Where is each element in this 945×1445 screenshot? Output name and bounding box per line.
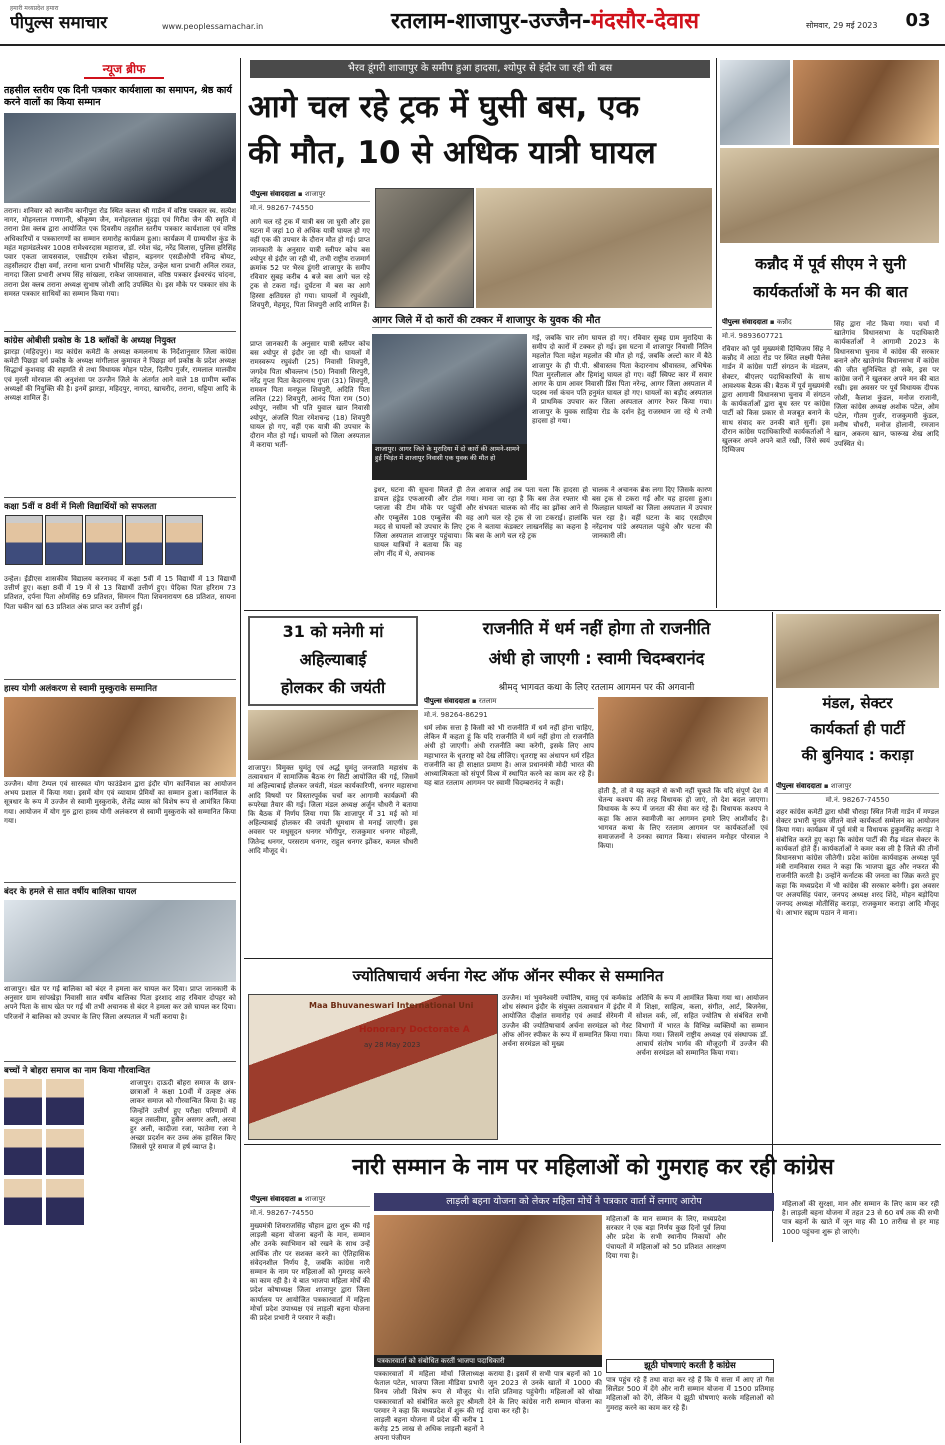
nari-mobile: मो.नं. 98267-74550 <box>250 1209 314 1217</box>
story5-title: बंदर के हमले से सात वर्षीय बालिका घायल <box>4 882 236 897</box>
ahilya-photo <box>248 710 418 760</box>
story5-photo <box>4 900 236 982</box>
bus-crash-photo <box>375 188 474 308</box>
student-photo <box>165 515 203 565</box>
dharma-col1: धर्म लोक सत्ता है किसी को भी राजनीति में धर्म नहीं होना चाहिए, लेकिन मैं कहता हूं कि यदि राजनीति में धर्म नहीं होगा तो राजनीति अंधी हो जाएगी। अंधी राजनीति क्या करेगी, इसके लिए आप महाभारत के धृतराष्ट्र को देख लीजिए। धृतराष्ट्र का अंधापन धर्म रहित राजनीति का ही साक्षात प्रमाण है। आज प्रधानमंत्री मोदी भारत की आध्यात्मिकता को संपूर्ण विश्व में स्थापित करने का काम कर रहे हैं। यह बात रतलाम आगमन पर स्वामी चिदम्बरानंद ने कही। <box>424 724 594 788</box>
kannod-stage-photo <box>793 60 939 145</box>
story6-title: बच्चों ने बोहरा समाज का नाम किया गौरवान्वित <box>4 1061 236 1076</box>
karada-body: शहर कांग्रेस कमेटी द्वारा धोबी चौराहा स्थित निजी गार्डन में मण्डल सेक्टर प्रभारी चुनाव जीतने वाले कार्यकर्ता सम्मेलन का आयोजन किया गया। कार्यक्रम में पूर्व मंत्री व विधायक हुकुमसिंह कराड़ा ने संबोधित करते हुए कहा कि कांग्रेस पार्टी की रीढ़ मंडल सेक्टर के कार्यकर्ता होते हैं। कार्यकर्ताओं ने कमर कस ली है जिले की तीनों विधानसभा कांग्रेस जीतेगी। प्रदेश कांग्रेस कार्यवाहक अध्यक्ष पूर्व मंत्री रामनिवास रावत ने कहा कि भाजपा झूठ और नफरत की राजनीति करती है। उन्होंने कर्नाटक की जनता का जिक्र करते हुए कहा कि मध्यप्रदेश में भी कांग्रेस की सरकार बनेगी। इस अवसर पर अजयसिंह पंवार, जनपद अध्यक्ष शरद शिंदे, मोहन बड़ोदिया जनपद अध्यक्ष मोतीसिंह कराड़ा, राजकुमार कराड़ा आदि मौजूद थे। आभार सद्दाम पठान ने माना। <box>776 808 939 918</box>
lead-byline: पीपुल्स संवाददाता ▪ शाजापुर <box>250 190 370 202</box>
byline-name: पीपुल्स संवाददाता <box>250 1195 296 1203</box>
banner-line1: Maa Bhuvaneswari International Uni <box>309 1001 474 1010</box>
byline-place: कन्नौद <box>776 318 792 326</box>
karada-line2: कार्यकर्ता ही पार्टी <box>810 720 905 738</box>
dharma-photo <box>598 697 768 783</box>
banner-line3: ay 28 May 2023 <box>364 1041 421 1049</box>
nari-subhead: लाड़ली बहना योजना को लेकर महिला मोर्चे ने पत्रकार वार्ता में लगाए आरोप <box>374 1193 774 1211</box>
column-divider <box>716 58 717 608</box>
nari-col4: महिलाओं के मान सम्मान के लिए, मध्यप्रदेश सरकार ने एक बड़ा निर्णय कुछ दिनों पूर्व लिया और प्रदेश के सभी स्थानीय निकायों और पंचायतों में महिलाओं को 50 प्रतिशत आरक्षण दिया गया है। <box>606 1215 726 1260</box>
story5-body: शाजापुर। खेत पर गई बालिका को बंदर ने हमला कर घायल कर दिया। प्राप्त जानकारी के अनुसार ग्राम सांपखेड़ा निवासी सात वर्षीय बालिका पिता इरशाद शाह रविवार दोपहर को अपने पिता के साथ खेत पर गई थी तभी अचानक से बंदर ने हमला कर उसे घायल कर दिया। परिजनों ने बालिका को उपचार के लिए जिला अस्पताल में भर्ती कराया है। <box>4 985 236 1021</box>
jyotish-headline: ज्योतिषाचार्य अर्चना गेस्ट ऑफ ऑनर स्पीकर से सम्मानित <box>352 967 664 985</box>
byline-place: शाजापुर <box>304 1195 326 1203</box>
news-brief-label: न्यूज ब्रीफ <box>84 60 164 79</box>
story3-body: उन्हेल। ईंडीएस शासकीय विद्यालय करनावद में कक्षा 5वीं में 15 विद्यार्थी में 13 विद्यार्थी उत्तीर्ण हुए। कक्षा 8वीं में 19 में से 13 विद्यार्थी उत्तीर्ण हुए। पेदिका पिता हरिराम 73 प्रतिशत, दर्पना पिता ओमसिंह 69 प्रतिशत, सिमरन पिता शिवनारायण 68 प्रतिशत, सायना पिता चकीन खां 63 प्रतिशत अंक प्राप्त कर उत्तीर्ण हुईं। <box>4 575 236 611</box>
dharma-mobile: मो.नं. 98264-86291 <box>424 711 488 719</box>
logo-text: पीपुल्स समाचार <box>10 13 108 33</box>
section-divider <box>244 958 772 959</box>
student-photo <box>46 1129 84 1175</box>
regions-red: मंदसौर-देवास <box>591 9 700 34</box>
column-divider <box>240 58 241 1443</box>
website-link[interactable]: www.peoplessamachar.in <box>162 22 264 31</box>
ahilya-body: शाजापुर। विमुक्त घुमंतु एवं अर्द्ध घुमंतु जनजाति महासंघ के तत्वावधान में सामाजिक बैठक रंग सिटी आयोजित की गई, जिसमें मां अहिल्याबाई होलकर जयंती, मंडल कार्यकारिणी, धनगर महासभा आदि विषयों पर विस्तारपूर्वक चर्चा कर आगामी कार्यक्रमों की रूपरेखा तैयार की गई। जिला मंडल अध्यक्ष अर्जुन चौधरी ने बताया कि बैठक में निर्णय लिया गया कि शाजापुर में 31 मई को मां अहिल्याबाई होलकर की जयंती धूमधाम से मनाई जाएगी। इस अवसर पर मधुसूदन धनगर भोंगीपुर, राजकुमार धनगर मोहली, जितेन्द्र धनगर, परसराम धनगर, राहुल धनगर झोंकर, कमल चौधरी आदि मौजूद थे। <box>248 764 418 855</box>
karada-byline: पीपुल्स संवाददाता ▪ शाजापुर <box>776 782 939 794</box>
car-crash-caption: शाजापुर। आगर जिले के मुरादिया में दो कारों की आमने-सामने हुई भिड़ंत में शाजापुर निवासी एक युवक की मौत हो <box>372 444 527 480</box>
masthead <box>0 0 945 46</box>
masthead-logo[interactable] <box>10 4 160 40</box>
karada-line3: की बुनियाद : कराड़ा <box>801 746 914 764</box>
byline-place: शाजापुर <box>830 782 852 790</box>
byline-name: पीपुल्स संवाददाता <box>722 318 768 326</box>
nari-col6: महिलाओं की सुरक्षा, मान और सम्मान के लिए काम कर रही है। लाड़ली बहना योजना में तहत 23 से 60 वर्ष तक की सभी पात्र बहनों के खाते में जून माह की 10 तारीख से हर माह 1000 पहुंचना शुरू हो जाएंगे। <box>782 1200 939 1236</box>
nari-col3: कराया है। इसमें से सभी पात्र बहनों को 10 जून 2023 से उनके खातों में 1000 की राशि प्रतिमाह पहुंचेगी। महिलाओं को धोखा देने के लिए कांग्रेस नारी सम्मान योजना का दावा कर रही है। <box>488 1370 602 1415</box>
jyotish-col2: अतिथि के रूप में आमंत्रित किया गया था। आयोजन में शिक्षा, साहित्य, कला, संगीत, आर्ट, बिजनेस, सोशल वर्क, लॉ, सहित ज्योतिष से संबंधित सभी विभागों में भारत के विभिन्न व्यक्तियों का सम्मान किया गया। जिसमें राष्ट्रीय अध्यक्ष एवं संस्थापक डॉ. आचार्य संतोष भार्गव की मौजूदगी में उज्जैन की अर्चना सरमंडल को सम्मानित किया गया। <box>636 994 768 1058</box>
story4-photo <box>4 697 236 777</box>
dharma-headline <box>424 614 769 676</box>
nari-col2: पत्रकारवार्ता में महिला मोर्चा जिलाध्यक्ष फेताल पटेल, भाजपा जिला मीडिया प्रभारी विनय जोशी विशेष रूप से मौजूद थे। पत्रकारवार्ता को संबोधित करते हुए श्रीमती परमार ने कहा कि मध्यप्रदेश में शुरू की गई लाड़ली बहना योजना में प्रदेश की करीब 1 करोड़ 25 लाख से अधिक लाड़ली बहनों ने अपना पंजीयन <box>374 1370 484 1442</box>
page-number: 03 <box>905 10 931 31</box>
karada-headline <box>776 690 939 780</box>
lead-headline-line1: आगे चल रहे ट्रक में घुसी बस, एक <box>248 89 640 125</box>
student-photo <box>4 1079 42 1125</box>
story1-photo <box>4 113 236 203</box>
ahilya-line3: होलकर की जयंती <box>280 678 386 697</box>
byline-name: पीपुल्स संवाददाता <box>250 190 296 198</box>
kannod-mobile: मो.नं. 9893607721 <box>722 332 784 340</box>
lead-col3: इधर, घटना की सूचना मिलते ही डायल हंड्रेड एफआरवी और टोल प्लाजा की टीम मौके पर पहुंचीं और एम्बुलेंस 108 एम्बुलेंस की मदद से घायलों को उपचार के लिए जिला अस्पताल शाजापुर पहुंचाया। घायल यात्रियों ने बताया कि वह लोग नींद में थे, अचानक <box>374 486 462 559</box>
story6-body: शाजापुर। दाऊदी बोहरा समाज के छात्र-छात्राओं ने कक्षा 10वीं में उत्कृष्ट अंक लाकर समाज को गौरवान्वित किया है। वह जिन्होंने उत्तीर्ण हुए परीक्षा परिणामों में बतूल तसलीमा, हुसैन असगर अली, अरवा हुर अली, कादीजा रजा, फातेमा रजा ने अच्छा प्रदर्शन कर उच्च अंक हासिल किए जिससे पूरे समाज में हर्ष व्याप्त है। <box>130 1079 236 1152</box>
byline-name: पीपुल्स संवाददाता <box>776 782 822 790</box>
kannod-crowd-photo <box>720 148 939 243</box>
lead-col2: प्राप्त जानकारी के अनुसार यात्री स्लीपर कोच बस श्योपुर से इंदौर जा रही थी। घायलों में रामस्वरूप रघुवंशी (25) निवासी शिवपुरी, जगदेव पिता श्रीवल्लभ (50) निवासी सिरपुरी, नरेंद्र गुप्ता पिता केदारनाथ गुप्ता (31) शिवपुरी, रामवन पिता मनफूल शिवपुरी, अदिति पिता ललित (22) शिवपुरी, आनंद पिता राम (50) श्योपुर, नसीम भी पति युवाल खान निवासी श्योपुर, अंजलि पिता रमेशचन्द्र (18) शिवपुरी घायल हो गए, वहीं एक यात्री की उपचार के दौरान मौत हो गई। घायलों को जिला अस्पताल में कराया भर्ती- <box>250 340 370 450</box>
byline-place: रतलाम <box>478 697 497 705</box>
kannod-headline <box>722 250 939 310</box>
lead-col5: चालक ने अचानक ब्रेक लगा दिए जिसके कारण बस ट्रक से टकरा गई और यह हादसा हुआ। फिलहाल घायलों का जिला अस्पताल में उपचार चल रहा है। वहीं घटना के बाद एसडीएम नरेंद्रनाथ पांडे अस्पताल पहुंचे और घटना की जानकारी ली। <box>592 486 712 541</box>
story1-title: तहसील स्तरीय एक दिनी पत्रकार कार्यशाला का समापन, श्रेष्ठ कार्य करने वालों का किया सम्मान <box>4 85 232 108</box>
logo-tagline: हमारी मध्यप्रदेश हमारा <box>10 5 59 12</box>
nari-photo <box>374 1215 602 1355</box>
story1-body: तराना। शनिवार को स्थानीय कानीपुरा रोड स्थित कलश श्री गार्डन में वरिष्ठ पत्रकार स्व. सत्येश नागर, मोहनलाल गणगानी, श्रीकृष्ण जैन, मनोहरलाल मूंदड़ा एवं गिरीश जैन की स्मृति में तराना प्रेस क्लब द्वारा आयोजित एक दिवसीय तहसील स्तरीय पत्रकार कार्यशाला एवं वरिष्ठ अधिकारियों व पत्रकारगणों का सम्मान समारोह कार्यक्रम हुआ। कार्यक्रम में ग्राम्यधीश कुंड के महंत महामंडलेश्वर 1008 रामेश्वरदास महाराज, डॉ. रमेश चंद्र, नरेंद्र विलास, पुलिस हरिसिंह पवार एकता जायसवाल, एसडीएम राकेश चौहान, बड़नगर एसडीओपी रविन्द्र बोयट, तहसीलदार दीक्षा वर्मा, तराना थाना प्रभारी भीमसिंह पटेल, उन्हेल थाना प्रभारी अनिल रावत, नागदा जिला प्रभारी अभय सिंह सांखला, राकेश जायसवाल, वरिष्ठ पत्रकार ईश्वरचंद चांदना, तराना प्रेस क्लब तराना अध्यक्ष सुभाष जोशी आदि उपस्थित थे। इस मौके पर पत्रकार संघ के समस्त पत्रकार साथियों का सम्मान किया गया। <box>4 207 236 298</box>
nari-photo-caption: पत्रकारवार्ता को संबोधित करतीं भाजपा पदाधिकारी <box>374 1355 602 1367</box>
story6-wrap <box>4 1079 236 1239</box>
student-photo <box>4 1129 42 1175</box>
dharma-line1: राजनीति में धर्म नहीं होगा तो राजनीति <box>482 619 711 638</box>
dharma-col2: होती है, तो वे यह कहने से कभी नहीं चूकते कि यदि संपूर्ण देश में चेतन्य कश्यप की तरह विधायक हो जाएं, तो देश बदल जाएगा। विधायक के रूप में जनता की सेवा कर रहे हैं। विधायक कश्यप ने कहा कि आज स्वामीजी का आगमन हमारे लिए आशीर्वाद है। भागवत कथा के लिए रतलाम आगमन पर कार्यकर्ताओं एवं समाजजनों ने उनका स्वागत किया। संचालन मनोहर पोरवाल ने किया। <box>598 787 768 851</box>
nari-byline: पीपुल्स संवाददाता ▪ शाजापुर <box>250 1195 370 1207</box>
jyotish-photo <box>248 994 498 1140</box>
kannod-byline: पीपुल्स संवाददाता ▪ कन्नौद <box>722 318 832 330</box>
story4-body: उज्जैन। योगा टेम्पल एवं सारस्वत योग फाउंडेशन द्वारा इंदौर योग कार्निवाल का आयोजन अभय प्रशाल में किया गया। इसमें योग एवं व्यायाम प्रेमियों का सम्मान हुआ। कार्निवाल के सूत्रधार के रूप में उज्जैन से स्वामी मुस्कुराके, शैलेंद्र व्यास को विशेष रूप से आमंत्रित किया गया। आयोजन में योग गुरु द्वारा हास्य योगी अलंकरण से स्वामी मुस्कुराके को सम्मानित किया गया। <box>4 780 236 825</box>
karada-crowd-photo <box>776 614 939 688</box>
news-brief-column <box>4 60 236 1440</box>
student-photo <box>46 1179 84 1225</box>
kannod-body-b: सिंह द्वारा नोट किया गया। चर्चा में खातेगांव विधानसभा के पदाधिकारी कार्यकर्ताओं ने आगामी 2023 के विधानसभा चुनाव में कांग्रेस की सरकार बनाने और खातेगांव विधानसभा में कांग्रेस की जीत सुनिश्चित हो सके, इस पर कांग्रेस जनों ने खुलकर अपने मन की बात रखी। इस अवसर पर पूर्व विधायक दीपक जोशी, कैलाश कुंडल, मनोज राजानी, जिला कांग्रेस अध्यक्ष अशोक पटेल, ओम पटेल, गौतम गुर्जर, राजकुमारी कुंडल, मनीष चौधरी, मनोज होलानी, रमजान खान, अकरम खान, फारूख शेख आदि उपस्थित थे। <box>834 320 939 448</box>
student-photo <box>85 515 123 565</box>
kannod-body-a: रविवार को पूर्व मुख्यमंत्री दिग्विजय सिंह ने कन्नौद में आठा रोड पर स्थित लक्ष्मी पैलेस गार्डन में कांग्रेस पार्टी संगठन के मंडलम, सेक्टर, बीएलए पदाधिकारियों के साथ आवश्यक बैठक की। बैठक में पूर्व मुख्यमंत्री द्वारा आगामी विधानसभा चुनाव में संगठन के कार्यकर्ताओं द्वारा बूथ स्तर पर कांग्रेस पार्टी को किस प्रकार से मजबूत बनाने के साथ संवाद कर उनकी बातें सुनीं। इस दौरान कांग्रेस पदाधिकारियों कार्यकर्ताओं ने खुलकर अपने अपने बातें रखी, जिसे स्वयं दिग्विजय <box>722 345 830 455</box>
dharma-line2: अंधी हो जाएगी : स्वामी चिदम्बरानंद <box>488 649 705 668</box>
bohra-photos <box>4 1079 126 1229</box>
nari-col5: पात्र पहुंच रहे हैं तथा वादा कर रहे हैं कि ये सत्ता में आए तो गैस सिलेंडर 500 में देंगे और नारी सम्मान योजना में 1500 प्रतिमाह महिलाओं को देंगे, लेकिन ये झूठी घोषणाएं करके महिलाओं को गुमराह करने का काम कर रहे हैं। <box>606 1376 774 1412</box>
karada-line1: मंडल, सेक्टर <box>822 694 893 712</box>
student-photos <box>4 515 236 573</box>
student-photo <box>125 515 163 565</box>
kannod-headline-line2: कार्यकर्ताओं के मन की बात <box>753 283 908 301</box>
ahilya-headline <box>248 616 418 706</box>
section-divider <box>244 1144 941 1145</box>
hospital-photo <box>476 188 712 308</box>
byline-place: शाजापुर <box>304 190 326 198</box>
agar-body: गई, जबकि चार लोग घायल हो गए। रविवार सुबह ग्राम मुरादिया के समीप दो कारों में टक्कर हो गई। इस घटना में शाजापुर निवासी नितिन महलोत पिता महेश महलोत की मौत हो गई, जबकि अल्टो कार में बैठे शाजापुर के ही पी.पी. श्रीवास्तव पिता केदारनाथ श्रीवास्तव, अभिषेक पिता मुरलीलाल और हिमांशु घायल हो गए। वहीं स्विफ्ट कार में सवार आगर के ग्राम आवर निवासी प्रिंस पिता नरेन्द्र, आगर जिला अस्पताल में पदस्थ नर्स कंचन पति हनुमंत घायल हो गए। घायलों का बड़ौद अस्पताल में प्राथमिक उपचार कर जिला अस्पताल आगर रेफर किया गया। शाजापुर के युवक साहिया रोड के दर्शन हेतु राजस्थान जा रहे थे तभी हादसा हो गया। <box>532 334 712 425</box>
dharma-subtitle: श्रीमद् भागवत कथा के लिए रतलाम आगमन पर की अगवानी <box>498 683 695 693</box>
story2-title: कांग्रेस ओबीसी प्रकोष्ठ के 18 ब्लॉकों के अध्यक्ष नियुक्त <box>4 331 236 346</box>
nari-col1: मुख्यमंत्री शिवराजसिंह चौहान द्वारा शुरू की गई लाड़ली बहना योजना बहनों के मान, सम्मान और उनके स्वाभिमान को रखने के साथ उन्हें आर्थिक तौर पर सशक्त करने का ऐतिहासिक संवेदनशील निर्णय है, जबकि कांग्रेस नारी सम्मान के नाम पर महिलाओं को गुमराह करने का काम रही है। ये बात भाजपा महिला मोर्चे की प्रदेश कोषाध्यक्ष जिला शाजापुर द्वारा जिला कार्यालय पर आयोजित पत्रकारवार्ता में महिला मोर्चा प्रदेश उपाध्यक्ष एवं लाड़ली बहना योजना की प्रदेश प्रभारी ने परवार ने कही। <box>250 1222 370 1323</box>
agar-subhead: आगर जिले में दो कारों की टक्कर में शाजापुर के युवक की मौत <box>372 312 712 328</box>
student-photo <box>45 515 83 565</box>
student-photo <box>5 515 43 565</box>
lead-headline-line2: की मौत, 10 से अधिक यात्री घायल <box>248 135 656 171</box>
kannod-banner-photo <box>720 60 790 145</box>
story4-title: हास्य योगी अलंकरण से स्वामी मुस्कुराके सम्मानित <box>4 679 236 694</box>
student-photo <box>46 1079 84 1125</box>
story2-body: झारड़ा (महिदपुर)। मप्र कांग्रेस कमेटी के अध्यक्ष कमलनाथ के निर्देशानुसार जिला कांग्रेस कमेटी पिछड़ा वर्ग प्रकोष्ठ के अध्यक्ष मांगीलाल कुमावत ने पिछड़ा वर्ग प्रकोष्ठ के प्रदेश अध्यक्ष सिद्धार्थ कुशवाह की सहमति से तथा विधायक मोहन पटेल, दिलीप गुर्जर, रामलाल मालवीय एवं मुरली मोरवाल की अनुशंसा पर उज्जैन जिले के अंतर्गत आने वाले 18 ग्रामीण ब्लॉक अध्यक्षों की नियुक्ति की है। इनमें झारड़ा, महिदपुर, नागदा, खाचरौद, तराना, घट्टिया आदि के अध्यक्ष शामिल हैं। <box>4 348 236 403</box>
lead-mobile: मो.नं. 98267-74550 <box>250 204 314 212</box>
ahilya-line2: अहिल्याबाई <box>299 650 367 669</box>
banner-line2: Honorary Doctorate A <box>359 1025 470 1035</box>
student-photo <box>4 1179 42 1225</box>
kannod-headline-line1: कन्नौद में पूर्व सीएम ने सुनी <box>755 255 906 273</box>
lead-kicker: भैरव डूंगरी शाजापुर के समीप हुआ हादसा, श्योपुर से इंदौर जा रही थी बस <box>250 60 710 78</box>
jyotish-col1: उज्जैन। मां भुवनेश्वरी ज्योतिष, वास्तु एवं कर्मकांड शोध संस्थान इंदौर के संयुक्त तत्वावधान में इंदौर में आयोजित दीक्षांत समारोह एवं अवार्ड सेरेमनी में उज्जैन की ज्योतिषाचार्य अर्चना सरमंडल को गेस्ट ऑफ ऑनर स्पीकर के रूप में सम्मानित किया गया। अर्चना सरमंडल को मुख्य <box>502 994 632 1049</box>
byline-name: पीपुल्स संवाददाता <box>424 697 470 705</box>
section-divider <box>244 610 941 611</box>
ahilya-line1: 31 को मनेगी मां <box>282 622 384 641</box>
car-crash-photo <box>372 334 527 444</box>
lead-col4: तेज आवाज आई तब पता चला कि हादसा हो गया। माना जा रहा है कि बस तेज रफ्तार थी और संभवतः चालक को नींद का झोंका आने से वह आगे चल रहे ट्रक से जा टकराई। हालांकि ट्रक ने बताया कंडक्टर लाखनसिंह का कहना है कि बस के आगे चल रहे ट्रक <box>466 486 588 541</box>
dharma-byline: पीपुल्स संवाददाता ▪ रतलाम <box>424 697 594 709</box>
story3-title: कक्षा 5वीं व 8वीं में मिली विद्यार्थियों को सफलता <box>4 497 236 512</box>
masthead-date: सोमवार, 29 मई 2023 <box>806 21 878 30</box>
nari-box-title: झूठी घोषणाएं करती है कांग्रेस <box>606 1359 774 1373</box>
regions-black: रतलाम-शाजापुर-उज्जैन- <box>390 9 592 34</box>
karada-mobile: मो.नं. 98267-74550 <box>825 796 890 804</box>
lead-col1: आगे चल रहे ट्रक में यात्री बस जा घुसी और इस घटना में जहां 10 से अधिक यात्री घायल हो गए वहीं एक की उपचार के दौरान मौत हो गई। प्राप्त जानकारी के अनुसार यात्री स्लीपर कोच बस श्योपुर से इंदौर जा रही थी, तभी राष्ट्रीय राजमार्ग क्रमांक 52 पर भैरव डूंगरी शाजापुर के समीप रविवार सुबह करीब 4 बजे बस आगे चल रहे ट्रक से टकरा गई। दुर्घटना में बस का आगे हिस्सा क्षतिग्रस्त हो गया। घायलों में रघुवंशी, शिवपुरी, मेहमूद, पिता शिवपुरी आदि शामिल हैं। <box>250 218 370 309</box>
nari-headline: नारी सम्मान के नाम पर महिलाओं को गुमराह कर रही कांग्रेस <box>352 1155 834 1180</box>
masthead-regions <box>285 6 805 40</box>
lead-headline <box>248 84 712 184</box>
